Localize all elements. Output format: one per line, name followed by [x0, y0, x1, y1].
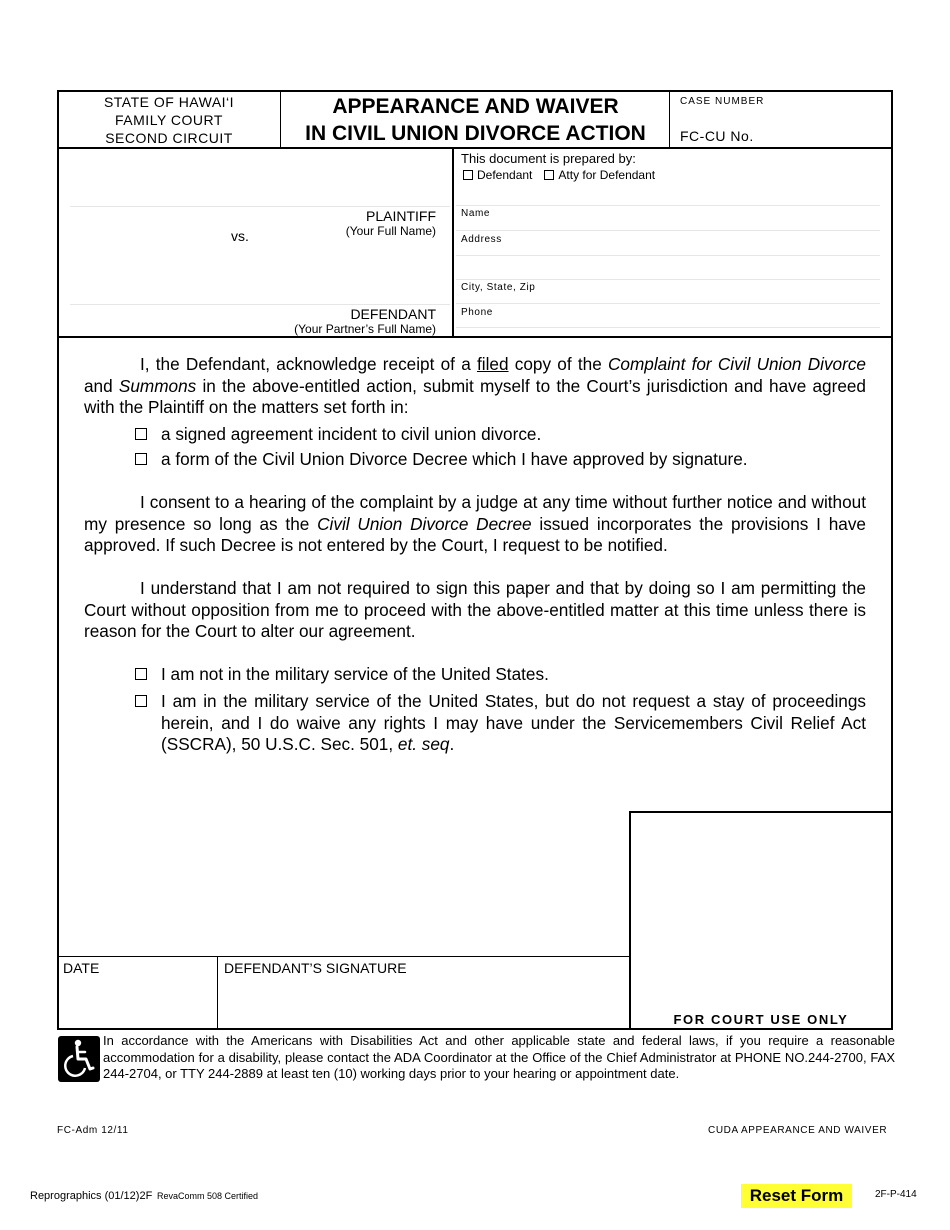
phone-field-label: Phone: [461, 307, 493, 318]
court-use-label: FOR COURT USE ONLY: [673, 1012, 849, 1027]
form-name: CUDA APPEARANCE AND WAIVER: [708, 1125, 888, 1136]
attorney-option-label: Atty for Defendant: [558, 168, 656, 182]
acknowledgment-paragraph: I, the Defendant, acknowledge receipt of a filed copy of the Complaint for Civil Union Divorce and Summons in the above-entitled action, submit myself to the Court’s jurisdiction and have agreed with the Plaintiff on the matters set forth in:: [84, 354, 866, 417]
signed-agreement-label: a signed agreement incident to civil union divorce.: [161, 424, 542, 444]
court-name: STATE OF HAWAI‘I FAMILY COURT SECOND CIRCUIT: [103, 94, 235, 146]
consent-paragraph: I consent to a hearing of the complaint by a judge at any time without further notice and without my presence so long as the Civil Union Divorce Decree issued incorporates the provisions I have approved. If such Decree is not entered by the Court, I request to be notified.: [84, 492, 866, 555]
revacomm-label: RevaComm 508 Certified: [157, 1191, 259, 1201]
address-field-label: Address: [461, 234, 502, 245]
plaintiff-sublabel: (Your Full Name): [345, 224, 436, 238]
reprographics-label: Reprographics (01/12)2F: [30, 1190, 153, 1202]
caption-divider: [452, 148, 454, 337]
in-military-checkbox[interactable]: [135, 695, 147, 707]
plaintiff-label: PLAINTIFF: [365, 208, 436, 224]
prepared-by-options: [463, 168, 655, 182]
ada-notice: In accordance with the Americans with Disabilities Act and other applicable state and federal laws, if you require a reasonable accommodation for a disability, please contact the ADA Coordinator at the Office of the Chief Administrator at PHONE NO.244-2700, FAX 244-2704, or TTY 244-2889 at least ten (10) working days prior to your hearing or appointment date.: [103, 1033, 895, 1081]
form-number: 2F-P-414: [875, 1189, 917, 1200]
form-frame: [57, 90, 893, 1030]
defendant-label: DEFENDANT: [350, 306, 436, 322]
court-use-top-rule: [629, 811, 892, 813]
name-input-line[interactable]: [456, 230, 880, 231]
phone-input-line[interactable]: [456, 327, 880, 328]
header-divider: [280, 91, 281, 148]
name-field-label: Name: [461, 208, 491, 219]
date-divider: [217, 956, 218, 1029]
decree-form-label: a form of the Civil Union Divorce Decree which I have approved by signature.: [161, 449, 748, 469]
attorney-checkbox[interactable]: [544, 170, 554, 180]
defendant-line[interactable]: [70, 304, 450, 305]
wheelchair-icon: [58, 1036, 100, 1082]
defendant-option-label: Defendant: [477, 168, 533, 182]
city-state-zip-label: City, State, Zip: [461, 282, 536, 293]
reset-form-button[interactable]: Reset Form: [741, 1184, 852, 1208]
case-number-label: CASE NUMBER: [680, 96, 765, 107]
not-military-checkbox[interactable]: [135, 668, 147, 680]
date-field[interactable]: [59, 978, 216, 1028]
document-title: APPEARANCE AND WAIVER IN CIVIL UNION DIVORCE ACTION: [305, 95, 646, 145]
address-input-line-2[interactable]: [456, 279, 880, 280]
city-state-zip-input-line[interactable]: [456, 303, 880, 304]
defendant-sublabel: (Your Partner’s Full Name): [294, 322, 436, 336]
signature-top-rule: [58, 956, 630, 957]
not-military-label: I am not in the military service of the United States.: [161, 664, 549, 684]
court-use-divider: [629, 811, 631, 1029]
case-number-field[interactable]: FC-CU No.: [680, 128, 754, 144]
decree-form-checkbox[interactable]: [135, 453, 147, 465]
preparer-rule: [456, 205, 880, 206]
understanding-paragraph: I understand that I am not required to sign this paper and that by doing so I am permitting the Court without opposition from me to proceed with the above-entitled matter at this time unless there is reason for the Court to alter our agreement.: [84, 578, 866, 641]
address-input-line[interactable]: [456, 255, 880, 256]
defendant-checkbox[interactable]: [463, 170, 473, 180]
date-label: DATE: [63, 960, 100, 976]
form-code: FC-Adm 12/11: [57, 1125, 129, 1136]
versus-label: vs.: [231, 228, 249, 244]
defendant-signature-field[interactable]: [219, 978, 628, 1028]
defendant-signature-label: DEFENDANT’S SIGNATURE: [224, 960, 407, 976]
signed-agreement-checkbox[interactable]: [135, 428, 147, 440]
in-military-label: I am in the military service of the United States, but do not request a stay of proceedings herein, and I do waive any rights I may have under the Servicemembers Civil Relief Act (SSCRA), 50 U.S.C. Sec. 501, et. seq.: [161, 691, 866, 754]
header-divider: [669, 91, 670, 148]
plaintiff-line[interactable]: [70, 206, 450, 207]
prepared-by-label: This document is prepared by:: [461, 151, 636, 166]
header-bottom-rule: [58, 147, 892, 149]
caption-bottom-rule: [58, 336, 892, 338]
